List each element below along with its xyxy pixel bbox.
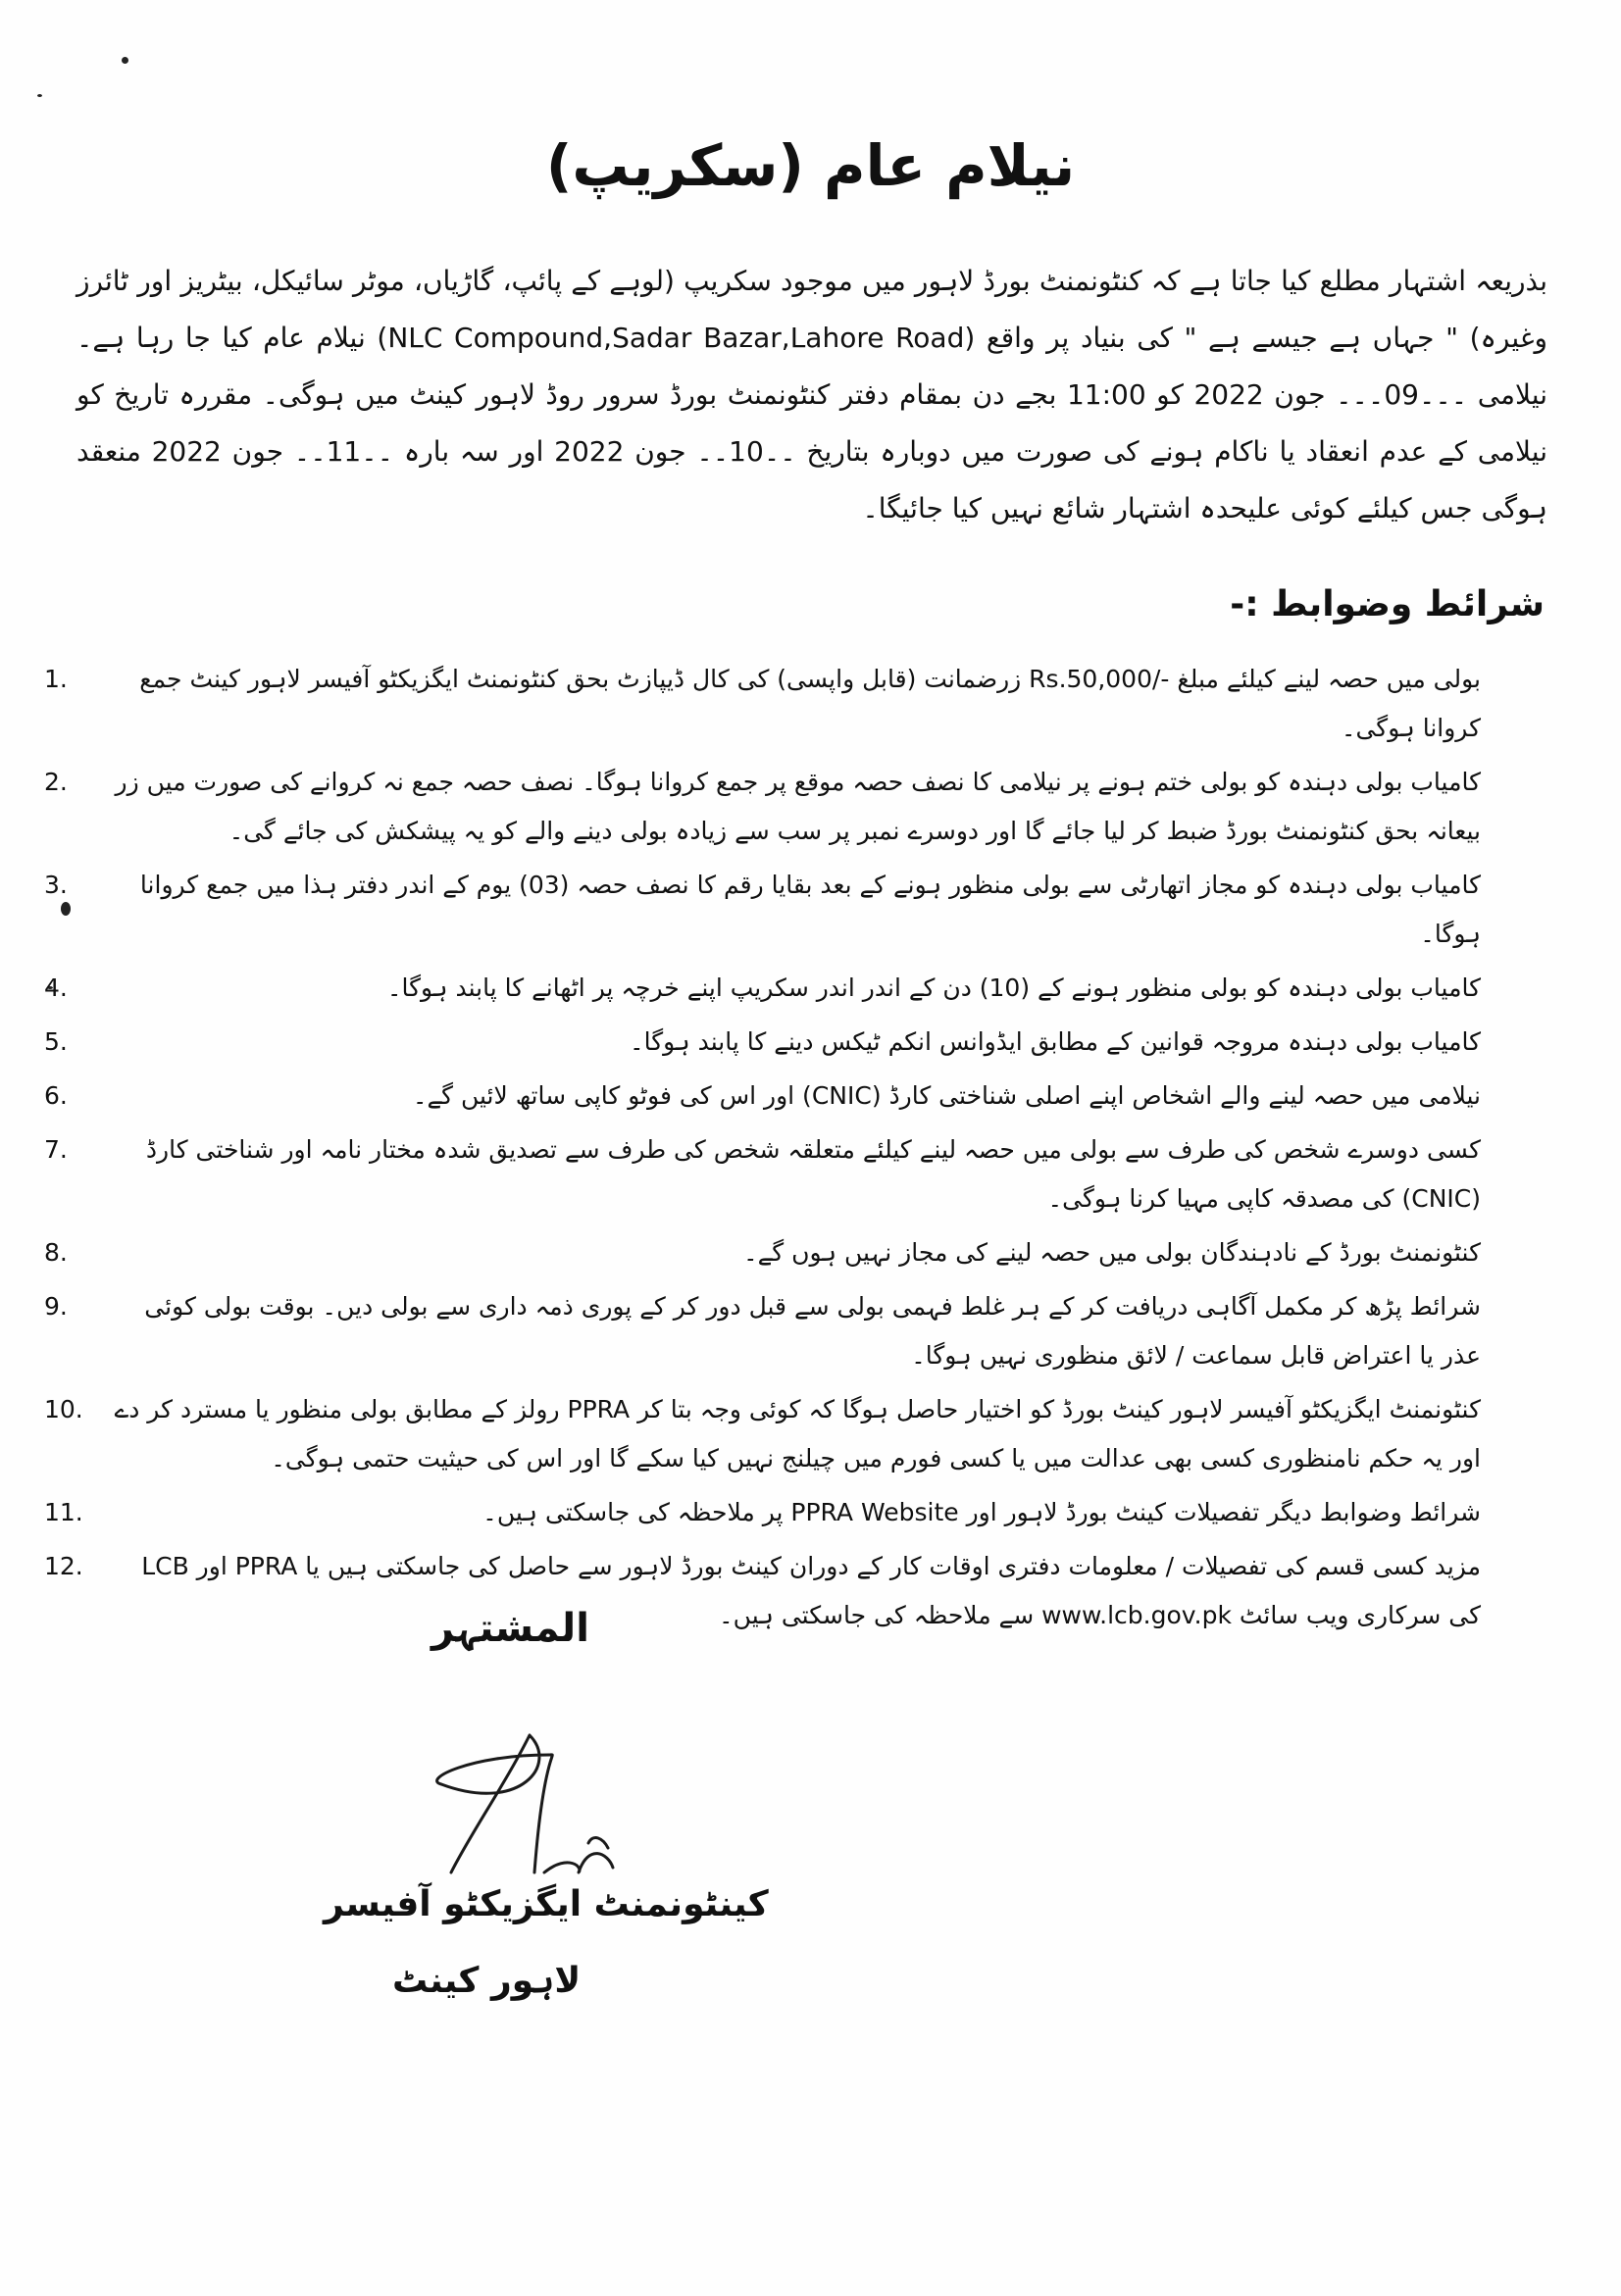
- term-text: کامیاب بولی دہندہ کو بولی ختم ہونے پر نیلامی کا نصف حصہ موقع پر جمع کروانا ہوگا۔ نصف حصہ جمع نہ کروانے کی صورت میں زر بیعانہ بحق کنٹونمنٹ بورڈ ضبط کر لیا جائے گا اور دوسرے نمبر پر سب سے زیادہ بولی دینے والے کو یہ پیشکش کی جائے گی۔: [115, 768, 1481, 845]
- term-text: نیلامی میں حصہ لینے والے اشخاص اپنے اصلی شناختی کارڈ (CNIC) اور اس کی فوٹو کاپی ساتھ لائیں گے۔: [412, 1081, 1481, 1110]
- term-item: [44, 1542, 1481, 1640]
- term-item: [44, 655, 1481, 753]
- term-number: 12.: [44, 1552, 83, 1580]
- term-item: [44, 964, 1481, 1013]
- term-text: شرائط وضوابط دیگر تفصیلات کینٹ بورڈ لاہور اور PPRA Website پر ملاحظہ کی جاسکتی ہیں۔: [482, 1498, 1481, 1526]
- term-item: [44, 861, 1481, 959]
- term-number: 1.: [44, 665, 68, 693]
- term-text: کنٹونمنٹ بورڈ کے نادہندگان بولی میں حصہ لینے کی مجاز نہیں ہوں گے۔: [743, 1238, 1481, 1267]
- term-item: [44, 1488, 1481, 1537]
- page-title: نیلام عام (سکریپ): [545, 132, 1076, 199]
- term-text: مزید کسی قسم کی تفصیلات / معلومات دفتری اوقات کار کے دوران کینٹ بورڈ لاہور سے حاصل کی جاسکتی ہیں یا PPRA اور LCB کی سرکاری ویب سائٹ www.lcb.gov.pk سے ملاحظہ کی جاسکتی ہیں۔: [141, 1552, 1481, 1629]
- terms-list: [44, 655, 1481, 1645]
- terms-heading: شرائط وضوابط :-: [1230, 584, 1545, 624]
- term-text: کامیاب بولی دہندہ مروجہ قوانین کے مطابق ایڈوانس انکم ٹیکس دینے کا پابند ہوگا۔: [629, 1027, 1481, 1056]
- term-item: [44, 758, 1481, 856]
- term-item: [44, 1385, 1481, 1483]
- term-number: 2.: [44, 768, 68, 796]
- term-number: 11.: [44, 1498, 83, 1526]
- term-text: شرائط پڑھ کر مکمل آگاہی دریافت کر کے ہر غلط فہمی بولی سے قبل دور کر کے پوری ذمہ داری سے بولی دیں۔ بوقت بولی کوئی عذر یا اعتراض قابل سماعت / لائق منظوری نہیں ہوگا۔: [144, 1292, 1481, 1370]
- term-number: 7.: [44, 1135, 68, 1164]
- officer-title: کینٹونمنٹ ایگزیکٹو آفیسر: [324, 1884, 769, 1924]
- term-item: [44, 1072, 1481, 1121]
- intro-text: بذریعہ اشتہار مطلع کیا جاتا ہے کہ کنٹونمنٹ بورڈ لاہور میں موجود سکریپ (لوہے کے پائپ، گاڑیاں، موٹر سائیکل، بیٹریز اور ٹائرز وغیرہ) " جہاں ہے جیسے ہے " کی بنیاد پر واقع (NLC Compound,Sadar Bazar,Lahore Road) نیلام عام کیا جا رہا ہے۔ نیلامی ۔۔۔09۔۔۔ جون 2022 کو 11:00 بجے دن بمقام دفتر کنٹونمنٹ بورڈ سرور روڈ لاہور کینٹ میں ہوگی۔ مقررہ تاریخ کو نیلامی کے عدم انعقاد یا ناکام ہونے کی صورت میں دوبارہ بتاریخ ۔۔10۔۔ جون 2022 اور سہ بارہ ۔۔11۔۔ جون 2022 منعقد ہوگی جس کیلئے کوئی علیحدہ اشتہار شائع نہیں کیا جائیگا۔: [76, 265, 1548, 524]
- term-number: 10.: [44, 1395, 83, 1423]
- term-item: [44, 1228, 1481, 1277]
- term-item: [44, 1018, 1481, 1067]
- term-number: 6.: [44, 1081, 68, 1110]
- term-text: بولی میں حصہ لینے کیلئے مبلغ -/Rs.50,000 زرضمانت (قابل واپسی) کی کال ڈیپازٹ بحق کنٹونمنٹ ایگزیکٹو آفیسر لاہور کینٹ جمع کروانا ہوگی۔: [139, 665, 1481, 742]
- term-item: [44, 1125, 1481, 1223]
- term-number: 9.: [44, 1292, 68, 1321]
- term-number: 8.: [44, 1238, 68, 1267]
- term-number: 5.: [44, 1027, 68, 1056]
- scan-speck: [122, 57, 128, 64]
- intro-paragraph: [76, 253, 1547, 537]
- advertiser-label: المشتہر: [431, 1606, 589, 1651]
- officer-location: لاہور کینٹ: [392, 1961, 582, 2001]
- term-text: کامیاب بولی دہندہ کو مجاز اتھارٹی سے بولی منظور ہونے کے بعد بقایا رقم کا نصف حصہ (03) یوم کے اندر دفتر ہذا میں جمع کروانا ہوگا۔: [139, 871, 1481, 948]
- scan-speck: [37, 94, 42, 97]
- term-number: 4.: [44, 973, 68, 1002]
- term-text: کسی دوسرے شخص کی طرف سے بولی میں حصہ لینے کیلئے متعلقہ شخص کی طرف سے تصدیق شدہ مختار نامہ اور شناختی کارڈ (CNIC) کی مصدقہ کاپی مہیا کرنا ہوگی۔: [145, 1135, 1481, 1213]
- term-text: کنٹونمنٹ ایگزیکٹو آفیسر لاہور کینٹ بورڈ کو اختیار حاصل ہوگا کہ کوئی وجہ بتا کر PPRA رولز کے مطابق بولی منظور یا مسترد کر دے اور یہ حکم نامنظوری کسی بھی عدالت میں یا کسی فورم میں چیلنج نہیں کیا سکے گا اور اس کی حیثیت حتمی ہوگی۔: [114, 1395, 1481, 1472]
- term-item: [44, 1282, 1481, 1380]
- term-text: کامیاب بولی دہندہ کو بولی منظور ہونے کے (10) دن کے اندر اندر سکریپ اپنے خرچہ پر اٹھانے کا پابند ہوگا۔: [386, 973, 1481, 1002]
- term-number: 3.: [44, 871, 68, 899]
